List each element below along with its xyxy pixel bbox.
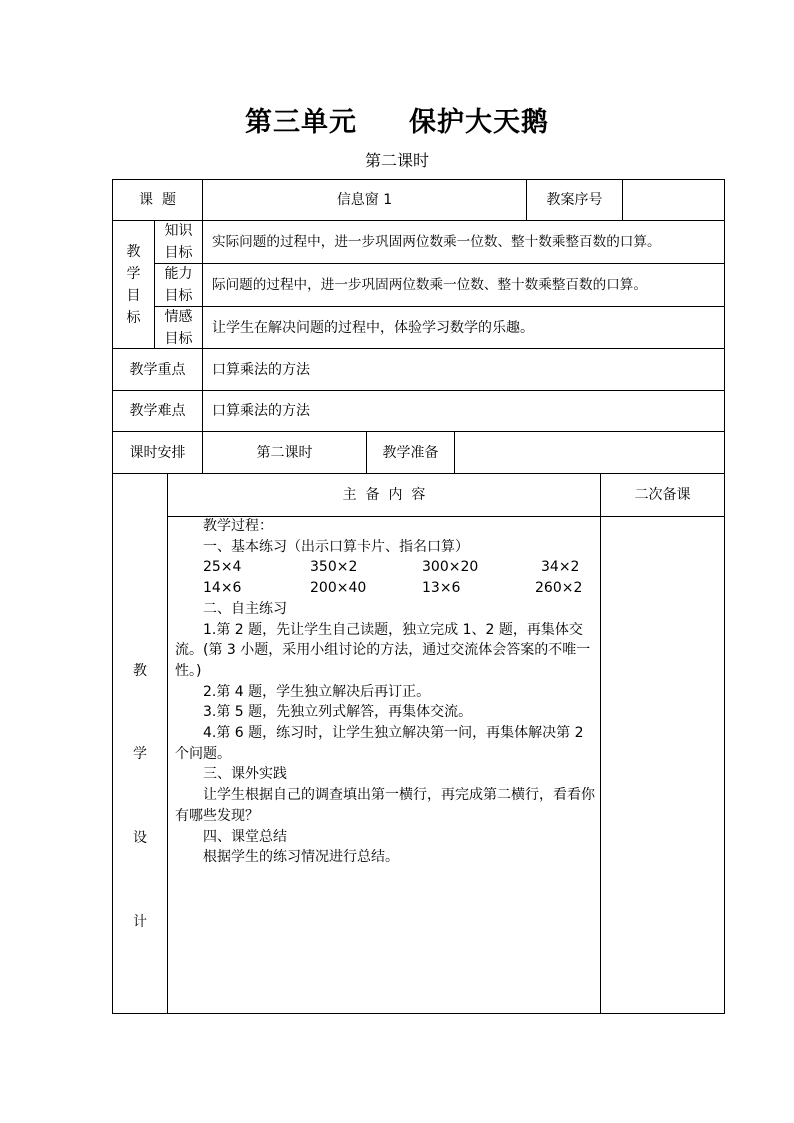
calc-item: 14×6 xyxy=(203,580,242,597)
emotion-goal-text: 让学生在解决问题的过程中，体验学习数学的乐趣。 xyxy=(212,319,534,336)
schedule-value: 第二课时 xyxy=(256,444,313,461)
schedule-value-cell xyxy=(202,431,367,474)
prep-label: 教学准备 xyxy=(382,444,439,461)
exercise-paragraph: 1.第 2 题，先让学生自己读题，独立完成 1、2 题，再集体交流。(第 3 小题，采用小组讨论的方法，通过交流体会答案的不唯一性。) xyxy=(175,621,591,679)
prep-value-cell xyxy=(454,431,725,474)
schedule-label-cell xyxy=(112,431,203,474)
topic-value: 信息窗 1 xyxy=(336,192,393,208)
difficulty-value-cell xyxy=(202,390,725,432)
section-3-title: 三、课外实践 xyxy=(203,766,287,783)
practice-paragraph: 让学生根据自己的调查填出第一横行，再完成第二横行，看看你有哪些发现？ xyxy=(175,787,595,824)
section-2-title: 二、自主练习 xyxy=(203,600,287,617)
emotion-goal-label xyxy=(154,306,203,349)
plan-no-label-cell xyxy=(526,179,623,221)
key-point-value-cell xyxy=(202,348,725,391)
section-1-title: 一、基本练习（出示口算卡片、指名口算） xyxy=(203,538,469,555)
design-char: 学 xyxy=(133,746,147,762)
topic-value-cell xyxy=(202,179,527,221)
key-point-label-cell xyxy=(112,348,203,391)
goal-label-line: 知识 xyxy=(164,223,193,239)
design-side-cell xyxy=(112,473,168,1014)
calc-row-2 xyxy=(175,578,596,599)
lesson-process xyxy=(175,516,596,868)
calc-item: 34×2 xyxy=(541,559,580,576)
knowledge-goal-label xyxy=(154,220,203,264)
goals-char: 标 xyxy=(126,309,141,326)
goal-label-line: 能力 xyxy=(164,266,193,282)
difficulty-label: 教学难点 xyxy=(129,403,186,419)
emotion-goal-text-cell xyxy=(202,306,725,349)
calc-row-1 xyxy=(175,557,596,578)
topic-label: 课 题 xyxy=(139,192,176,208)
topic-label-cell xyxy=(112,179,203,221)
calc-item: 200×40 xyxy=(310,580,367,597)
goals-char: 学 xyxy=(126,265,141,282)
second-prep-header: 二次备课 xyxy=(634,487,691,503)
summary-paragraph: 根据学生的练习情况进行总结。 xyxy=(203,849,399,866)
page-title: 第三单元 保护大天鹅 xyxy=(245,107,549,138)
plan-no-value-cell xyxy=(622,179,725,221)
second-prep-cell xyxy=(600,516,725,1014)
main-content-header: 主 备 内 容 xyxy=(342,487,426,503)
goals-label-cell xyxy=(112,220,155,349)
exercise-paragraph: 4.第 6 题，练习时，让学生独立解决第一问，再集体解决第 2 个问题。 xyxy=(175,725,584,762)
difficulty-label-cell xyxy=(112,390,203,432)
page-subtitle: 第二课时 xyxy=(364,151,429,170)
goal-label-line: 目标 xyxy=(164,288,193,304)
knowledge-goal-text: 实际问题的过程中，进一步巩固两位数乘一位数、整十数乘整百数的口算。 xyxy=(212,234,661,250)
difficulty-value: 口算乘法的方法 xyxy=(212,403,310,419)
goals-char: 教 xyxy=(126,243,141,260)
goal-label-line: 情感 xyxy=(164,308,193,325)
section-4-title: 四、课堂总结 xyxy=(203,828,287,845)
schedule-label: 课时安排 xyxy=(129,444,186,461)
key-point-label: 教学重点 xyxy=(129,361,186,378)
design-char: 设 xyxy=(133,830,147,846)
ability-goal-text-cell xyxy=(202,263,725,307)
calc-item: 260×2 xyxy=(535,580,583,597)
calc-item: 350×2 xyxy=(310,559,358,576)
goal-label-line: 目标 xyxy=(164,245,193,261)
key-point-value: 口算乘法的方法 xyxy=(212,361,310,378)
knowledge-goal-text-cell xyxy=(202,220,725,264)
prep-label-cell xyxy=(366,431,455,474)
calc-item: 25×4 xyxy=(203,559,242,576)
design-char: 计 xyxy=(133,914,147,930)
process-title: 教学过程： xyxy=(203,518,273,534)
calc-item: 13×6 xyxy=(422,580,461,597)
main-content-header-cell xyxy=(167,473,601,517)
exercise-paragraph: 3.第 5 题，先独立列式解答，再集体交流。 xyxy=(203,704,473,721)
second-prep-header-cell xyxy=(600,473,725,517)
goal-label-line: 目标 xyxy=(164,330,193,347)
ability-goal-label xyxy=(154,263,203,307)
plan-no-label: 教案序号 xyxy=(546,192,603,208)
exercise-paragraph: 2.第 4 题，学生独立解决后再订正。 xyxy=(203,683,431,700)
calc-item: 300×20 xyxy=(422,559,479,576)
design-char: 教 xyxy=(133,663,147,679)
ability-goal-text: 际问题的过程中，进一步巩固两位数乘一位数、整十数乘整百数的口算。 xyxy=(212,277,647,293)
goals-char: 目 xyxy=(126,287,141,304)
